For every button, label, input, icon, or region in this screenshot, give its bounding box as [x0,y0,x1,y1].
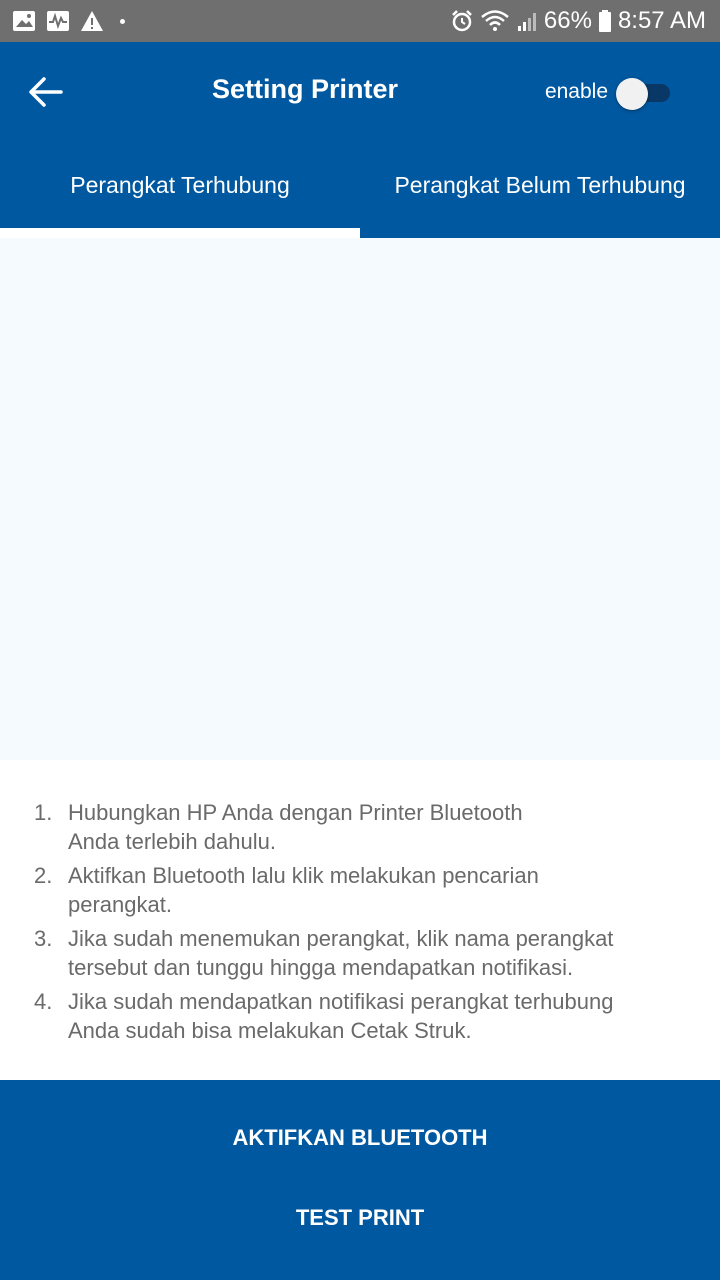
instruction-number: 3. [34,926,53,951]
app-bar [0,42,720,238]
instruction-text [68,987,690,1045]
instruction-line: Hubungkan HP Anda dengan Printer Bluetooth [68,800,523,825]
active-tab-indicator [0,228,360,238]
instructions-list [0,760,720,1080]
clock: 8:57 AM [617,7,706,34]
tab-perangkat-belum-terhubung[interactable] [360,152,720,238]
signal-icon [516,10,538,32]
alarm-icon [450,9,474,33]
instruction-line: Jika sudah mendapatkan notifikasi perangkat terhubung [68,989,614,1014]
enable-toggle[interactable] [616,78,672,106]
status-bar-system [450,0,706,42]
instruction-line: Anda terlebih dahulu. [68,829,276,854]
instruction-item [34,861,690,919]
instruction-line: Anda sudah bisa melakukan Cetak Struk. [68,1018,472,1043]
toggle-thumb [616,78,648,110]
instruction-item [34,924,690,982]
tab-label: Perangkat Terhubung [70,172,290,198]
image-icon [12,10,36,32]
instruction-item [34,798,690,856]
instruction-text [68,798,690,856]
enable-toggle-group [545,70,672,114]
instruction-number: 1. [34,800,53,825]
activity-icon [46,10,70,32]
instruction-line: tersebut dan tunggu hingga mendapatkan notifikasi. [68,955,574,980]
instruction-number: 2. [34,863,53,888]
enable-toggle-label: enable [544,80,608,103]
battery-icon [598,9,612,33]
page-title: Setting Printer [211,74,399,104]
test-print-button[interactable]: TEST PRINT [295,1205,425,1230]
status-bar [0,0,720,42]
instruction-line: perangkat. [68,892,172,917]
battery-percent: 66% [543,7,592,34]
status-bar-notifications [12,0,125,42]
tab-label: Perangkat Belum Terhubung [394,172,686,198]
warning-icon [80,10,104,32]
tab-perangkat-terhubung[interactable] [0,152,360,238]
instruction-line: Jika sudah menemukan perangkat, klik nama perangkat [68,926,614,951]
instruction-line: Aktifkan Bluetooth lalu klik melakukan pencarian [68,863,539,888]
bottom-actions [0,1080,720,1280]
activate-bluetooth-button[interactable]: AKTIFKAN BLUETOOTH [232,1125,488,1150]
instruction-number: 4. [34,989,53,1014]
instruction-text [68,861,690,919]
wifi-icon [480,9,510,33]
device-list [0,238,720,760]
instruction-text [68,924,690,982]
instruction-item [34,987,690,1045]
tab-bar [0,152,720,238]
more-notifications-dot-icon [120,19,125,24]
